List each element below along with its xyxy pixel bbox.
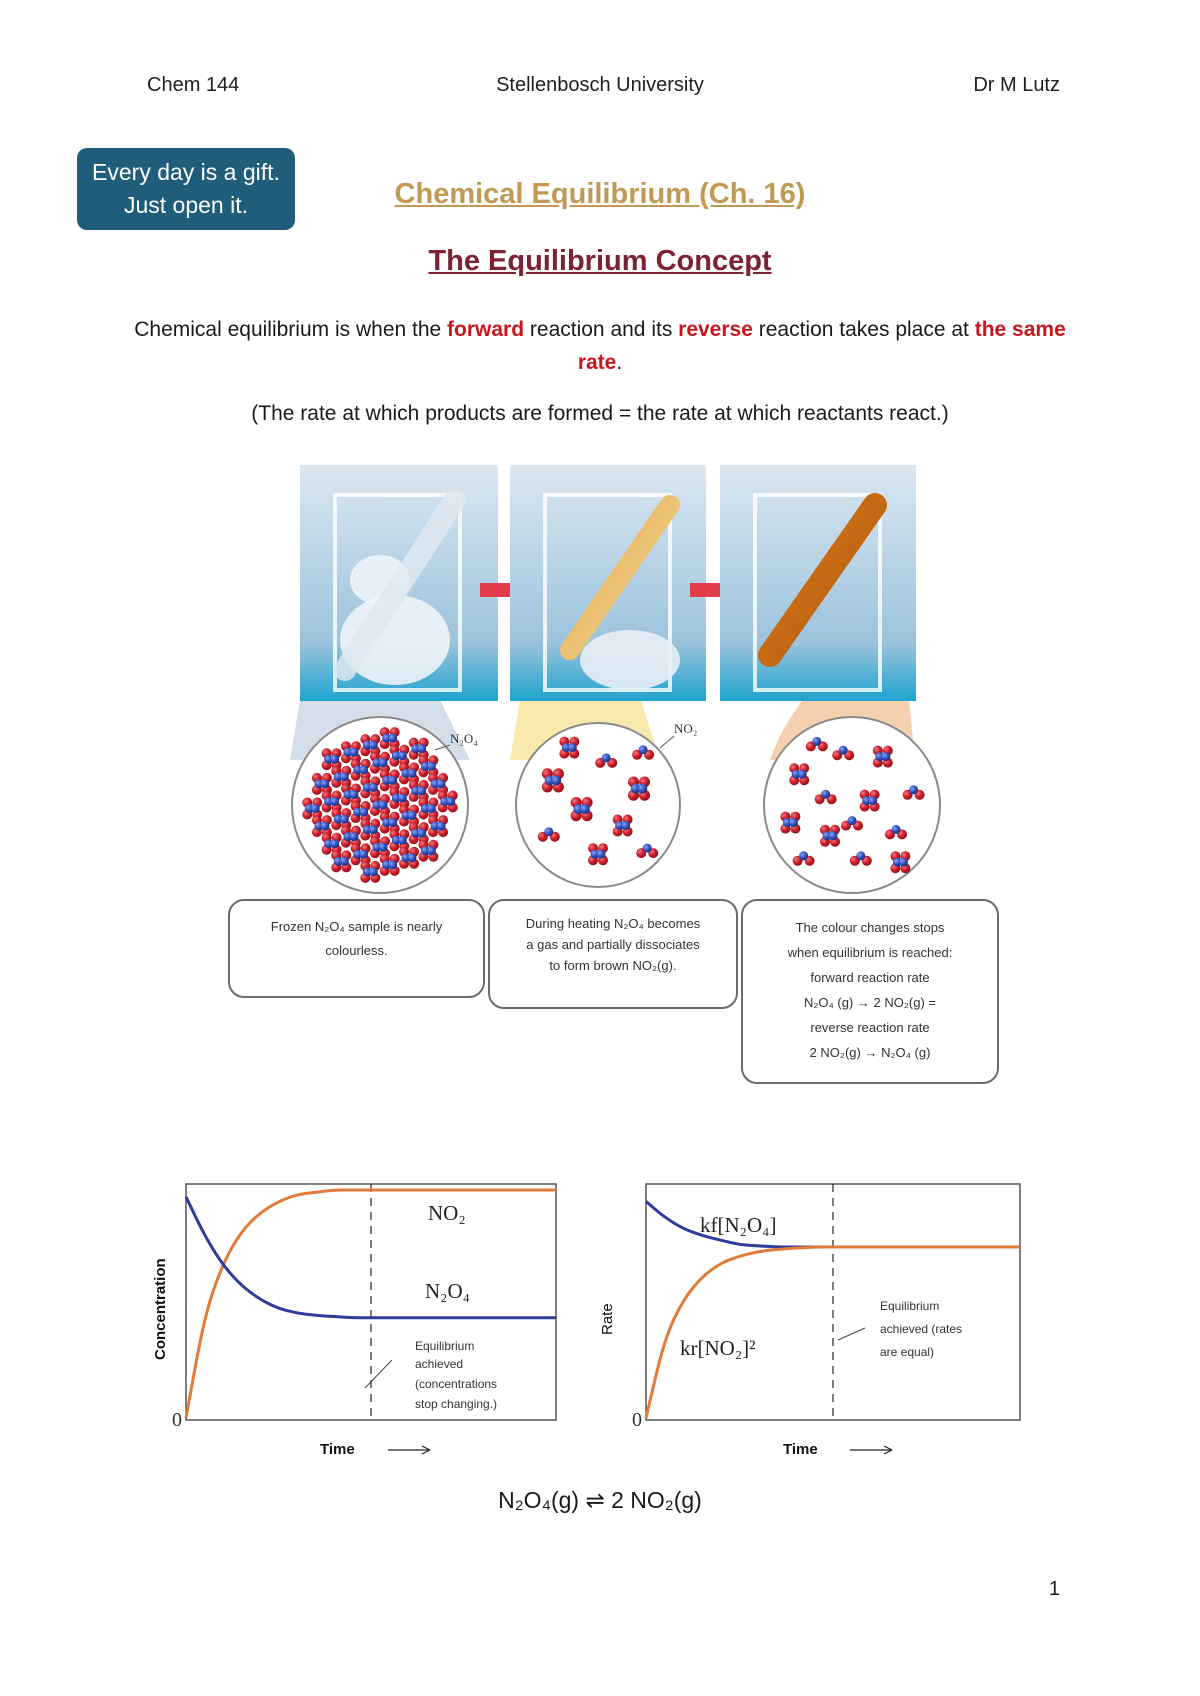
intro-note: (The rate at which products are formed = the rate at which reactants react.): [251, 402, 949, 425]
header-author: Dr M Lutz: [973, 74, 1060, 96]
nitrogen-atom: [868, 796, 877, 805]
nitrogen-atom: [856, 851, 865, 860]
caption-eq-line2: when equilibrium is reached:: [787, 945, 953, 960]
forward-keyword: forward: [447, 318, 525, 341]
nitrogen-atom: [340, 857, 349, 866]
chart2-ylabel: Rate: [599, 1303, 616, 1335]
reaction-equation: N₂O₄(g) ⇌ 2 NO₂(g): [498, 1487, 702, 1513]
caption-eq-line1: The colour changes stops: [795, 920, 945, 935]
nitrogen-atom: [446, 797, 455, 806]
series-label-no2: NO₂: [428, 1201, 466, 1225]
nitrogen-atom: [892, 825, 901, 834]
nitrogen-atom: [359, 765, 368, 774]
chart1-zero: 0: [172, 1409, 182, 1431]
header-course: Chem 144: [147, 74, 240, 96]
photo-heating: [510, 465, 706, 701]
nitrogen-atom: [544, 827, 553, 836]
caption-eq-line6: 2 NO₂(g) → N₂O₄ (g): [809, 1045, 931, 1060]
nitrogen-atom: [839, 746, 848, 755]
series-label-kf: kf[N₂O₄]: [700, 1213, 777, 1237]
quote-text: Every day is a gift. Just open it.: [92, 159, 280, 218]
nitrogen-atom: [398, 836, 407, 845]
nitrogen-atom: [359, 808, 368, 817]
nitrogen-atom: [330, 755, 339, 764]
chapter-title: Chemical Equilibrium (Ch. 16): [394, 178, 806, 210]
reverse-keyword: reverse: [678, 318, 753, 341]
nitrogen-atom: [821, 790, 830, 799]
nitrogen-atom: [408, 853, 417, 862]
nitrogen-atom: [437, 779, 446, 788]
nitrogen-atom: [388, 734, 397, 743]
photo-equilibrium: [720, 465, 916, 701]
nitrogen-atom: [789, 818, 798, 827]
chart2-annotation-3: are equal): [880, 1345, 935, 1359]
nitrogen-atom: [643, 844, 652, 853]
nitrogen-atom: [580, 804, 590, 814]
nitrogen-atom: [369, 867, 378, 876]
molecule-circle-gas: [516, 723, 680, 887]
caption-eq-line4: N₂O₄ (g) → 2 NO₂(g) =: [803, 995, 937, 1010]
nitrogen-atom: [369, 783, 378, 792]
nitrogen-atom: [388, 860, 397, 869]
nitrogen-atom: [330, 839, 339, 848]
nitrogen-atom: [427, 846, 436, 855]
chart2-annotation-2: achieved (rates: [880, 1322, 963, 1336]
caption-eq-line5: reverse reaction rate: [810, 1020, 930, 1035]
nitrogen-atom: [340, 815, 349, 824]
nitrogen-atom: [398, 793, 407, 802]
chart2-zero: 0: [632, 1409, 642, 1431]
molecule-circle-solid: [292, 717, 468, 893]
nitrogen-atom: [349, 790, 358, 799]
intro-text-3: reaction takes place at: [752, 318, 975, 341]
nitrogen-atom: [427, 762, 436, 771]
nitrogen-atom: [379, 801, 388, 810]
nitrogen-atom: [359, 850, 368, 859]
molecule-circle-equilibrium: [764, 717, 940, 893]
nitrogen-atom: [568, 743, 577, 752]
nitrogen-atom: [340, 772, 349, 781]
nitrogen-atom: [311, 804, 320, 813]
nitrogen-atom: [379, 758, 388, 767]
nitrogen-atom: [330, 797, 339, 806]
nitrogen-atom: [408, 769, 417, 778]
rate-chart: [590, 1170, 1030, 1470]
nitrogen-atom: [909, 785, 918, 794]
caption-frozen-text: Frozen N₂O₄ sample is nearly colourless.: [270, 919, 443, 958]
nitrogen-atom: [388, 776, 397, 785]
nitrogen-atom: [369, 741, 378, 750]
section-title: The Equilibrium Concept: [428, 245, 772, 277]
nitrogen-atom: [379, 843, 388, 852]
intro-paragraph: [120, 313, 1080, 379]
nitrogen-atom: [398, 751, 407, 760]
intro-text-4: .: [616, 351, 623, 374]
same-rate-keyword: the same rate: [577, 318, 1066, 374]
nitrogen-atom: [848, 816, 857, 825]
chart2-xlabel: Time: [783, 1441, 818, 1458]
caption-heating-line3: to form brown NO₂(g).: [549, 958, 677, 973]
header-university: Stellenbosch University: [496, 74, 704, 96]
chart1-annotation-1: Equilibrium: [415, 1339, 475, 1353]
nitrogen-atom: [602, 753, 611, 762]
nitrogen-atom: [551, 775, 561, 785]
intro-text-1: Chemical equilibrium is when the: [134, 318, 448, 341]
nitrogen-atom: [417, 786, 426, 795]
chart1-xlabel: Time: [320, 1441, 355, 1458]
nitrogen-atom: [639, 745, 648, 754]
nitrogen-atom: [417, 744, 426, 753]
nitrogen-atom: [320, 822, 329, 831]
nitrogen-atom: [408, 811, 417, 820]
nitrogen-atom: [799, 851, 808, 860]
nitrogen-atom: [637, 784, 647, 794]
label-no2: NO₂: [674, 721, 698, 736]
nitrogen-atom: [881, 752, 890, 761]
caption-frozen: [228, 899, 485, 998]
nitrogen-atom: [349, 832, 358, 841]
chart1-annotation-4: stop changing.): [415, 1397, 498, 1411]
chart1-annotation-3: (concentrations: [415, 1377, 498, 1391]
series-label-n2o4: N₂O₄: [425, 1279, 470, 1303]
chart1-ylabel: Concentration: [152, 1258, 169, 1360]
intro-text-2: reaction and its: [524, 318, 679, 341]
nitrogen-atom: [597, 850, 606, 859]
label-n2o4: N₂O₄: [450, 731, 478, 746]
chart1-annotation-2: achieved: [415, 1357, 464, 1371]
nitrogen-atom: [621, 821, 630, 830]
nitrogen-atom: [899, 858, 908, 867]
caption-heating-line1: During heating N₂O₄ becomes: [525, 916, 701, 931]
nitrogen-atom: [829, 831, 838, 840]
page-number: 1: [1048, 1578, 1060, 1600]
nitrogen-atom: [437, 822, 446, 831]
caption-heating-line2: a gas and partially dissociates: [526, 937, 700, 952]
nitrogen-atom: [798, 770, 807, 779]
nitrogen-atom: [812, 737, 821, 746]
nitrogen-atom: [369, 825, 378, 834]
caption-eq-line3: forward reaction rate: [810, 970, 930, 985]
nitrogen-atom: [320, 779, 329, 788]
caption-heating: [488, 899, 738, 1009]
series-label-kr: kr[NO₂]²: [680, 1336, 756, 1360]
concentration-chart: [140, 1170, 570, 1470]
nitrogen-atom: [417, 829, 426, 838]
chart2-annotation-1: Equilibrium: [880, 1299, 940, 1313]
nitrogen-atom: [349, 748, 358, 757]
photo-frozen: [300, 465, 498, 701]
equilibrium-figure: [0, 460, 1200, 900]
caption-equilibrium: [741, 899, 999, 1084]
nitrogen-atom: [427, 804, 436, 813]
nitrogen-atom: [388, 818, 397, 827]
